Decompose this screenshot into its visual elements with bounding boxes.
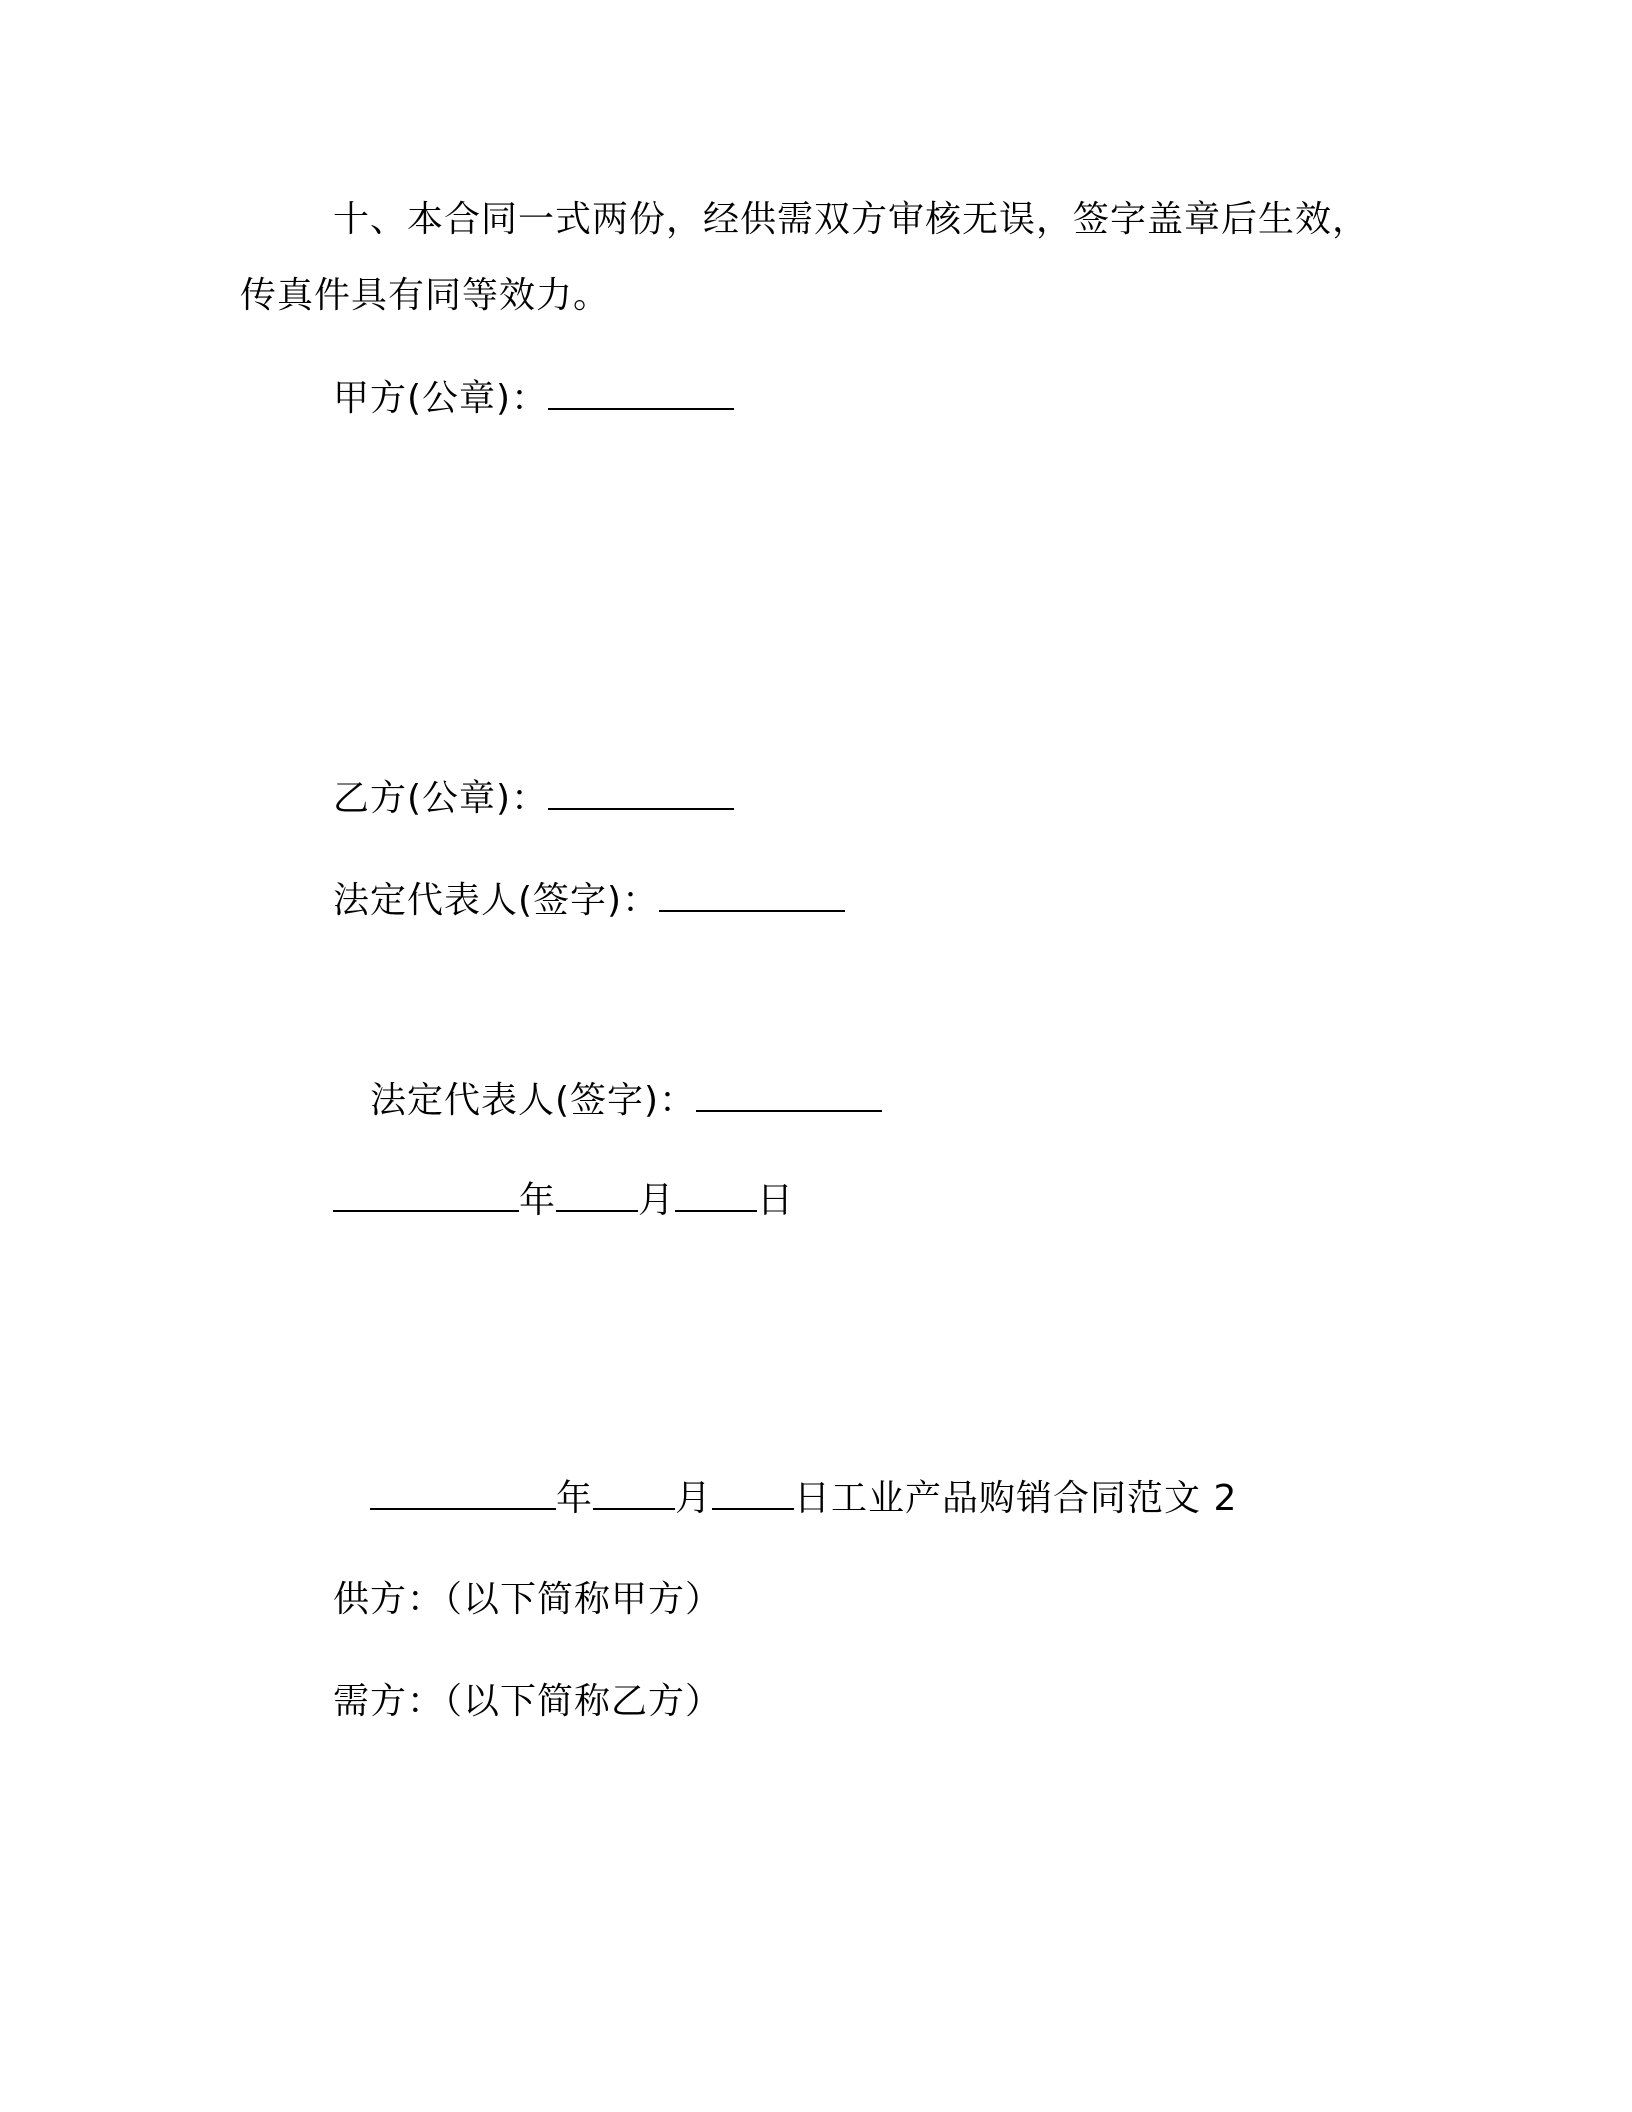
supplier-line: 供方：（以下简称甲方） [333,1579,723,1620]
title-month-blank [593,1474,675,1510]
buyer-line: 需方：（以下简称乙方） [333,1681,723,1722]
party-b-seal-line [333,774,734,823]
date-day-label: 日 [757,1180,795,1221]
legal-rep-label-2: 法定代表人(签字)： [370,1080,697,1121]
party-b-seal-label: 乙方(公章)： [333,778,549,819]
party-a-seal-line [333,374,734,423]
title-day-blank [712,1474,794,1510]
date-day-blank [675,1176,757,1212]
legal-rep-label-1: 法定代表人(签字)： [333,880,660,921]
date-year-label: 年 [519,1180,557,1221]
contract-title-line [370,1474,1237,1523]
contract-title: 日工业产品购销合同范文 2 [794,1478,1238,1519]
date-line [333,1176,794,1225]
title-year-blank [370,1474,556,1510]
date-month-label: 月 [638,1180,676,1221]
legal-rep-blank-2 [696,1076,882,1112]
date-year-blank [333,1176,519,1212]
party-a-seal-label: 甲方(公章)： [333,378,549,419]
party-a-seal-blank [548,374,734,410]
title-month-label: 月 [675,1478,713,1519]
legal-rep-blank-1 [659,876,845,912]
party-b-seal-blank [548,774,734,810]
clause-ten-line-1: 十、本合同一式两份，经供需双方审核无误，签字盖章后生效， [333,199,1370,240]
date-month-blank [556,1176,638,1212]
title-year-label: 年 [556,1478,594,1519]
legal-rep-line-1 [333,876,845,925]
clause-ten-line-2: 传真件具有同等效力。 [240,275,611,316]
legal-rep-line-2 [370,1076,882,1125]
